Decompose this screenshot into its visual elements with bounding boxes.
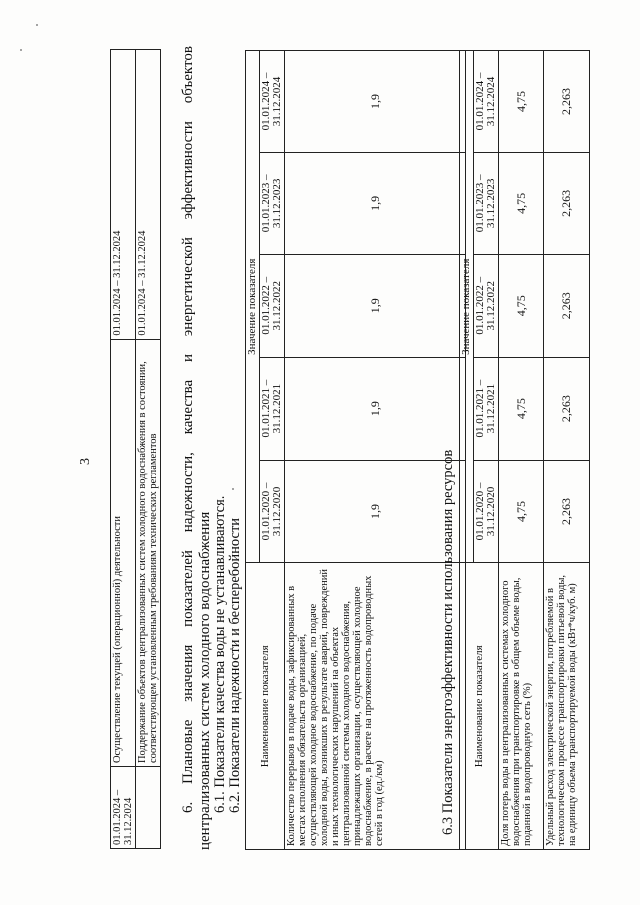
table-row bbox=[111, 50, 136, 849]
column-header: 01.01.2021 – 31.12.2021 bbox=[260, 357, 285, 460]
value-cell: 2,263 bbox=[544, 152, 590, 254]
table-row bbox=[285, 51, 466, 850]
value-cell: 4,75 bbox=[499, 357, 544, 460]
value-cell: 1,9 bbox=[285, 357, 466, 460]
table-cell: Осуществление текущей (операционной) деятельности bbox=[111, 339, 136, 766]
continuation-table bbox=[110, 49, 161, 849]
table-cell: 01.01.2024 – 31.12.2024 bbox=[136, 50, 161, 340]
reliability-table bbox=[245, 50, 466, 850]
column-header: 01.01.2023 – 31.12.2023 bbox=[260, 152, 285, 254]
table-header-row bbox=[460, 51, 474, 850]
indicator-name: Доля потерь воды в централизованных системах холодного водоснабжения при транспортировке в общем объеме воды, поданной в водопроводную сеть (%) bbox=[499, 563, 544, 850]
table-cell: 01.01.2024 – 31.12.2024 bbox=[111, 50, 136, 340]
section-6-line-2: централизованных систем холодного водоснабжения bbox=[197, 511, 213, 850]
column-header: Наименование показателя bbox=[460, 563, 499, 850]
table-row bbox=[499, 51, 544, 850]
column-header: Наименование показателя bbox=[246, 563, 285, 850]
column-header: 01.01.2024 – 31.12.2024 bbox=[474, 51, 499, 153]
column-header: 01.01.2022 – 31.12.2022 bbox=[260, 254, 285, 357]
section-6-3-heading: 6.3 Показатели энергоэффективности использования ресурсов bbox=[440, 449, 456, 835]
section-6-line-1: 6. Плановые значения показателей надежности, качества и энергетической эффективности объектов bbox=[180, 46, 196, 813]
value-cell: 1,9 bbox=[285, 460, 466, 563]
table-cell: 01.01.2024 – 31.12.2024 bbox=[111, 767, 136, 849]
value-cell: 1,9 bbox=[285, 152, 466, 254]
table-header-row bbox=[246, 51, 260, 850]
value-cell: 2,263 bbox=[544, 51, 590, 153]
value-cell: 2,263 bbox=[544, 254, 590, 357]
column-header: 01.01.2022 – 31.12.2022 bbox=[474, 254, 499, 357]
column-header: 01.01.2024 – 31.12.2024 bbox=[260, 51, 285, 153]
section-6-heading bbox=[180, 46, 197, 813]
value-cell: 4,75 bbox=[499, 152, 544, 254]
value-cell: 2,263 bbox=[544, 357, 590, 460]
value-cell: 1,9 bbox=[285, 254, 466, 357]
table-cell bbox=[136, 767, 161, 849]
table-row bbox=[544, 51, 590, 850]
column-header: 01.01.2023 – 31.12.2023 bbox=[474, 152, 499, 254]
energy-table bbox=[459, 50, 590, 850]
section-6-2-heading: 6.2. Показатели надежности и бесперебойности bbox=[227, 517, 243, 813]
table-cell: Поддержание объектов централизованных систем холодного водоснабжения в состоянии, соответствующем установленным требованиям технических регламентов bbox=[136, 339, 161, 766]
page-number: 3 bbox=[78, 458, 93, 465]
indicator-name: Удельный расход электрической энергии, потребляемой в технологическом процессе транспортировки питьевой воды, на единицу объема транспортируемой воды (кВт*ч/куб. м) bbox=[544, 563, 590, 850]
column-header: 01.01.2021 – 31.12.2021 bbox=[474, 357, 499, 460]
value-cell: 4,75 bbox=[499, 51, 544, 153]
value-cell: 2,263 bbox=[544, 460, 590, 563]
column-header: Значение показателя bbox=[246, 51, 260, 563]
indicator-name: Количество перерывов в подаче воды, зафиксированных в местах исполнения обязательств организацией, осуществляющей холодное водоснабжение, по подаче холодной воды, возникших в результате аварий, повреждений и иных технологических нарушений на объектах централизованной системы холодного водоснабжения, принадлежащих организации, осуществляющей холодное водоснабжение, в расчете на протяженность водопроводных сетей в год (ед./км) bbox=[285, 563, 466, 850]
column-header: Значение показателя bbox=[460, 51, 474, 563]
column-header: 01.01.2020 – 31.12.2020 bbox=[474, 460, 499, 563]
section-6-1-heading: 6.1. Показатели качества воды не устанавливаются. bbox=[212, 495, 228, 813]
value-cell: 4,75 bbox=[499, 254, 544, 357]
value-cell: 4,75 bbox=[499, 460, 544, 563]
value-cell: 1,9 bbox=[285, 51, 466, 153]
table-row bbox=[136, 50, 161, 849]
column-header: 01.01.2020 – 31.12.2020 bbox=[260, 460, 285, 563]
